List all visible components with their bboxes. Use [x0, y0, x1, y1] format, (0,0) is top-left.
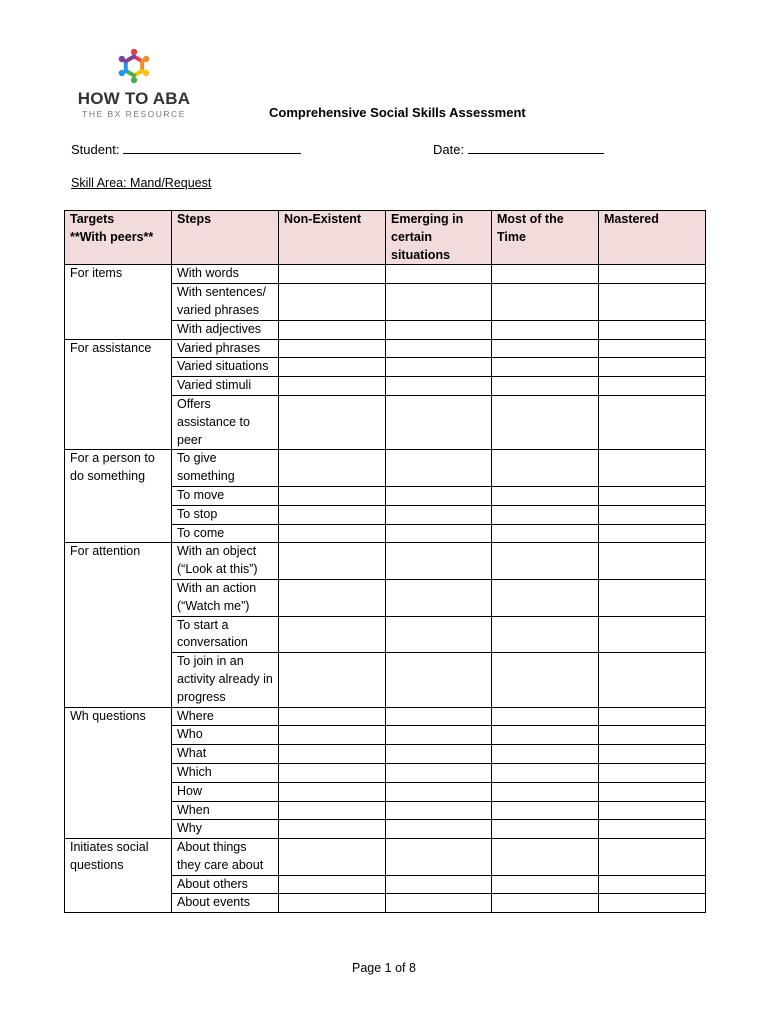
rating-cell-emerging[interactable] — [386, 820, 492, 839]
skill-area-heading: Skill Area: Mand/Request — [71, 176, 212, 190]
rating-cell-non-existent[interactable] — [279, 524, 386, 543]
rating-cell-most-of-time[interactable] — [492, 358, 599, 377]
rating-cell-emerging[interactable] — [386, 543, 492, 580]
target-cell: For items — [65, 265, 172, 339]
rating-cell-most-of-time[interactable] — [492, 894, 599, 913]
rating-cell-most-of-time[interactable] — [492, 377, 599, 396]
rating-cell-most-of-time[interactable] — [492, 320, 599, 339]
rating-cell-emerging[interactable] — [386, 395, 492, 449]
rating-cell-most-of-time[interactable] — [492, 763, 599, 782]
step-cell: When — [172, 801, 279, 820]
rating-cell-most-of-time[interactable] — [492, 707, 599, 726]
step-cell: To join in an activity already in progress — [172, 653, 279, 707]
student-label: Student: — [71, 142, 120, 157]
rating-cell-non-existent[interactable] — [279, 358, 386, 377]
date-field[interactable] — [433, 141, 604, 157]
table-header-row — [65, 211, 706, 265]
logo — [72, 45, 200, 121]
rating-cell-most-of-time[interactable] — [492, 875, 599, 894]
rating-cell-most-of-time[interactable] — [492, 653, 599, 707]
target-cell: For attention — [65, 543, 172, 707]
rating-cell-emerging[interactable] — [386, 320, 492, 339]
rating-cell-emerging[interactable] — [386, 782, 492, 801]
rating-cell-non-existent[interactable] — [279, 265, 386, 284]
rating-cell-non-existent[interactable] — [279, 339, 386, 358]
step-cell: Who — [172, 726, 279, 745]
rating-cell-non-existent[interactable] — [279, 486, 386, 505]
rating-cell-emerging[interactable] — [386, 653, 492, 707]
rating-cell-non-existent[interactable] — [279, 543, 386, 580]
rating-cell-mastered[interactable] — [599, 486, 706, 505]
rating-cell-emerging[interactable] — [386, 707, 492, 726]
logo-title: HOW TO ABA — [77, 89, 191, 108]
student-field[interactable] — [71, 141, 301, 157]
step-cell: Offers assistance to peer — [172, 395, 279, 449]
rating-cell-most-of-time[interactable] — [492, 745, 599, 764]
logo-subtitle: THE BX RESOURCE — [82, 109, 186, 119]
rating-cell-non-existent[interactable] — [279, 875, 386, 894]
rating-cell-non-existent[interactable] — [279, 839, 386, 876]
step-cell: How — [172, 782, 279, 801]
rating-cell-mastered[interactable] — [599, 377, 706, 396]
header-most-of-time: Most of the Time — [492, 211, 599, 265]
rating-cell-emerging[interactable] — [386, 284, 492, 321]
rating-cell-non-existent[interactable] — [279, 726, 386, 745]
step-cell: Varied situations — [172, 358, 279, 377]
rating-cell-non-existent[interactable] — [279, 616, 386, 653]
rating-cell-most-of-time[interactable] — [492, 284, 599, 321]
logo-figure-head — [131, 49, 137, 55]
rating-cell-emerging[interactable] — [386, 377, 492, 396]
step-cell: With sentences/ varied phrases — [172, 284, 279, 321]
rating-cell-emerging[interactable] — [386, 358, 492, 377]
rating-cell-mastered[interactable] — [599, 265, 706, 284]
rating-cell-mastered[interactable] — [599, 875, 706, 894]
rating-cell-non-existent[interactable] — [279, 763, 386, 782]
rating-cell-mastered[interactable] — [599, 782, 706, 801]
date-blank[interactable] — [468, 141, 604, 154]
rating-cell-emerging[interactable] — [386, 486, 492, 505]
rating-cell-mastered[interactable] — [599, 839, 706, 876]
step-cell: Which — [172, 763, 279, 782]
rating-cell-most-of-time[interactable] — [492, 726, 599, 745]
step-cell: Varied phrases — [172, 339, 279, 358]
rating-cell-non-existent[interactable] — [279, 395, 386, 449]
header-steps: Steps — [172, 211, 279, 265]
step-cell: About events — [172, 894, 279, 913]
rating-cell-mastered[interactable] — [599, 707, 706, 726]
rating-cell-non-existent[interactable] — [279, 801, 386, 820]
rating-cell-mastered[interactable] — [599, 505, 706, 524]
step-cell: With an action (“Watch me”) — [172, 579, 279, 616]
rating-cell-most-of-time[interactable] — [492, 486, 599, 505]
rating-cell-mastered[interactable] — [599, 579, 706, 616]
rating-cell-emerging[interactable] — [386, 745, 492, 764]
header-targets: Targets **With peers** — [65, 211, 172, 265]
rating-cell-most-of-time[interactable] — [492, 505, 599, 524]
rating-cell-emerging[interactable] — [386, 875, 492, 894]
rating-cell-emerging[interactable] — [386, 616, 492, 653]
rating-cell-non-existent[interactable] — [279, 653, 386, 707]
assessment-table — [64, 210, 706, 913]
table-row — [65, 450, 706, 487]
rating-cell-most-of-time[interactable] — [492, 395, 599, 449]
rating-cell-most-of-time[interactable] — [492, 265, 599, 284]
rating-cell-most-of-time[interactable] — [492, 450, 599, 487]
rating-cell-non-existent[interactable] — [279, 782, 386, 801]
rating-cell-emerging[interactable] — [386, 505, 492, 524]
rating-cell-mastered[interactable] — [599, 543, 706, 580]
rating-cell-emerging[interactable] — [386, 450, 492, 487]
step-cell: To move — [172, 486, 279, 505]
rating-cell-mastered[interactable] — [599, 524, 706, 543]
step-cell: What — [172, 745, 279, 764]
rating-cell-most-of-time[interactable] — [492, 820, 599, 839]
document-title: Comprehensive Social Skills Assessment — [269, 105, 526, 120]
rating-cell-emerging[interactable] — [386, 839, 492, 876]
rating-cell-emerging[interactable] — [386, 726, 492, 745]
step-cell: With adjectives — [172, 320, 279, 339]
table-row — [65, 543, 706, 580]
rating-cell-most-of-time[interactable] — [492, 616, 599, 653]
step-cell: About things they care about — [172, 839, 279, 876]
header-emerging: Emerging in certain situations — [386, 211, 492, 265]
rating-cell-non-existent[interactable] — [279, 505, 386, 524]
step-cell: Where — [172, 707, 279, 726]
rating-cell-mastered[interactable] — [599, 284, 706, 321]
rating-cell-mastered[interactable] — [599, 726, 706, 745]
rating-cell-most-of-time[interactable] — [492, 339, 599, 358]
step-cell: With an object (“Look at this”) — [172, 543, 279, 580]
rating-cell-mastered[interactable] — [599, 320, 706, 339]
rating-cell-emerging[interactable] — [386, 801, 492, 820]
rating-cell-mastered[interactable] — [599, 653, 706, 707]
people-circle-icon — [112, 45, 156, 85]
page-number: Page 1 of 8 — [352, 961, 416, 975]
table-row — [65, 839, 706, 876]
rating-cell-mastered[interactable] — [599, 339, 706, 358]
rating-cell-mastered[interactable] — [599, 358, 706, 377]
rating-cell-most-of-time[interactable] — [492, 579, 599, 616]
step-cell: About others — [172, 875, 279, 894]
rating-cell-mastered[interactable] — [599, 763, 706, 782]
rating-cell-non-existent[interactable] — [279, 284, 386, 321]
target-cell: For a person to do something — [65, 450, 172, 543]
rating-cell-mastered[interactable] — [599, 745, 706, 764]
target-cell: Initiates social questions — [65, 839, 172, 913]
rating-cell-non-existent[interactable] — [279, 707, 386, 726]
rating-cell-emerging[interactable] — [386, 579, 492, 616]
target-cell: For assistance — [65, 339, 172, 450]
rating-cell-mastered[interactable] — [599, 894, 706, 913]
rating-cell-most-of-time[interactable] — [492, 801, 599, 820]
rating-cell-emerging[interactable] — [386, 763, 492, 782]
table-row — [65, 339, 706, 358]
header-mastered: Mastered — [599, 211, 706, 265]
step-cell: Why — [172, 820, 279, 839]
rating-cell-mastered[interactable] — [599, 450, 706, 487]
rating-cell-most-of-time[interactable] — [492, 543, 599, 580]
rating-cell-non-existent[interactable] — [279, 579, 386, 616]
rating-cell-non-existent[interactable] — [279, 450, 386, 487]
rating-cell-non-existent[interactable] — [279, 745, 386, 764]
target-cell: Wh questions — [65, 707, 172, 839]
date-label: Date: — [433, 142, 465, 157]
rating-cell-mastered[interactable] — [599, 395, 706, 449]
rating-cell-emerging[interactable] — [386, 524, 492, 543]
logo-figure-body — [126, 57, 134, 62]
rating-cell-most-of-time[interactable] — [492, 524, 599, 543]
table-row — [65, 265, 706, 284]
rating-cell-emerging[interactable] — [386, 265, 492, 284]
rating-cell-non-existent[interactable] — [279, 894, 386, 913]
step-cell: With words — [172, 265, 279, 284]
step-cell: Varied stimuli — [172, 377, 279, 396]
step-cell: To start a conversation — [172, 616, 279, 653]
rating-cell-emerging[interactable] — [386, 339, 492, 358]
table-row — [65, 707, 706, 726]
step-cell: To give something — [172, 450, 279, 487]
rating-cell-most-of-time[interactable] — [492, 782, 599, 801]
student-blank[interactable] — [123, 141, 301, 154]
rating-cell-most-of-time[interactable] — [492, 839, 599, 876]
logo-figure-head — [131, 77, 137, 83]
rating-cell-mastered[interactable] — [599, 801, 706, 820]
step-cell: To come — [172, 524, 279, 543]
rating-cell-non-existent[interactable] — [279, 320, 386, 339]
header-non-existent: Non-Existent — [279, 211, 386, 265]
step-cell: To stop — [172, 505, 279, 524]
rating-cell-mastered[interactable] — [599, 616, 706, 653]
rating-cell-non-existent[interactable] — [279, 820, 386, 839]
rating-cell-mastered[interactable] — [599, 820, 706, 839]
rating-cell-non-existent[interactable] — [279, 377, 386, 396]
rating-cell-emerging[interactable] — [386, 894, 492, 913]
